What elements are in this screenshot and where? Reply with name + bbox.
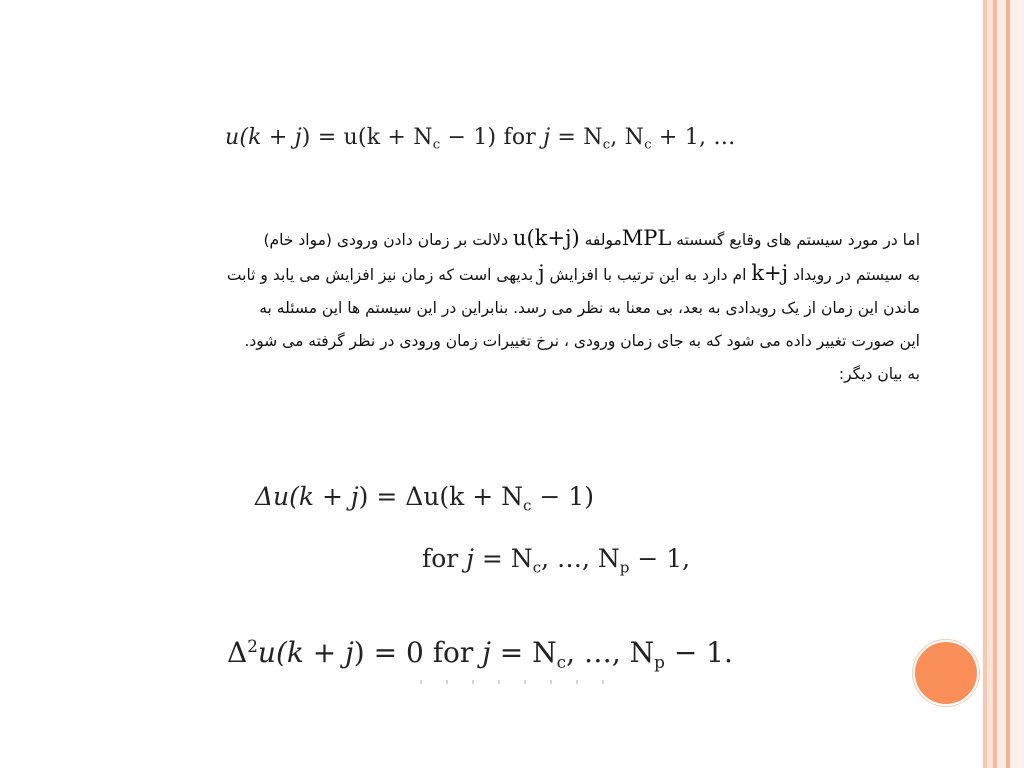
decorative-orange-circle bbox=[913, 640, 979, 706]
paragraph-line-2: به سیستم در رویداد k+j ام دارد به این ترتیب با افزایش j بدیهی است که زمان نیز افزایش می یابد و ثابت bbox=[226, 261, 920, 285]
border-stripe bbox=[1010, 0, 1024, 768]
paragraph-line-5: به بیان دیگر: bbox=[838, 365, 920, 383]
scan-artifact-dots bbox=[420, 680, 620, 684]
border-stripe bbox=[997, 0, 1006, 768]
paragraph-line-1: اما در مورد سیستم های وقایع گسسته MPLمولفه u(k+j) دلالت بر زمان دادن ورودی (مواد خام) bbox=[263, 226, 920, 250]
paragraph-line-3: ماندن این زمان از یک رویدادی به بعد، بی معنا به نظر می رسد. بنابراین در این سیستم ها این مسئله به bbox=[259, 299, 920, 317]
equation-delta-condition: for $j = N_c$, …, $N_p - 1$, bbox=[422, 544, 691, 577]
paragraph-line-4: این صورت تغییر داده می شود که به جای زمان ورودی ، نرخ تغییرات زمان ورودی در نظر گرفته می شود. bbox=[244, 332, 920, 350]
equation-delta-hold: $\Delta u(k + j) = \Delta u(k + N_c - 1)$ bbox=[255, 482, 594, 515]
equation-second-difference: $\Delta^2u(k + j) = 0$ for $j = N_c$, …, $N_p - 1$. bbox=[227, 636, 733, 672]
equation-input-hold: $u(k + j) = u(k + N_c - 1)$ for $j = N_c$, $N_c + 1$, … bbox=[225, 125, 736, 153]
body-paragraph bbox=[88, 222, 920, 391]
